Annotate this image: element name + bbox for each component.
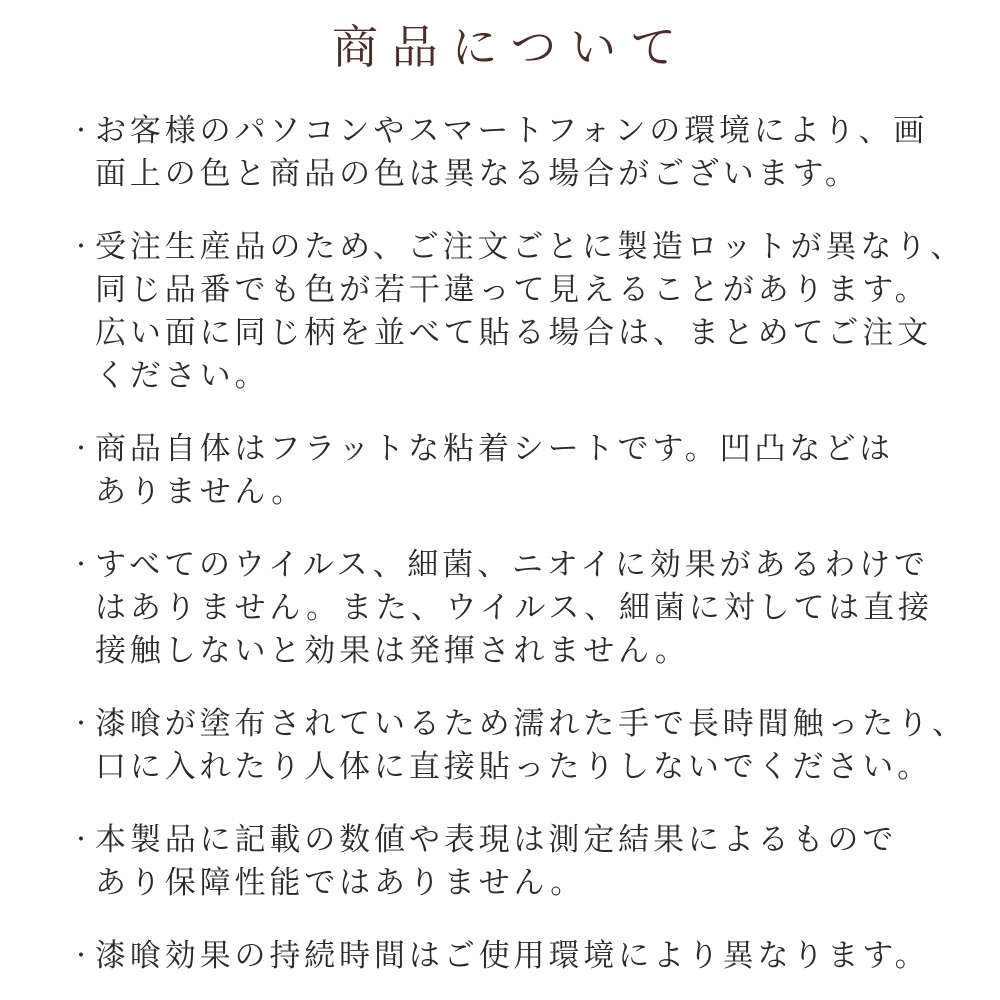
bullet-marker: ・: [70, 436, 93, 462]
note-line: ください。: [95, 358, 270, 394]
note-line: 商品自体はフラットな粘着シートです。凹凸などは: [95, 431, 895, 467]
note-line: 本製品に記載の数値や表現は測定結果によるもので: [95, 822, 898, 858]
note-item: [70, 427, 938, 513]
note-line: 口に入れたり人体に直接貼ったりしないでください。: [95, 749, 932, 785]
bullet-marker: ・: [70, 827, 93, 853]
note-item: [70, 702, 967, 788]
note-line: 受注生産品のため、ご注文ごとに製造ロットが異なり、: [95, 229, 966, 265]
note-line: 同じ品番でも色が若干違って見えることがあります。: [95, 272, 930, 308]
note-line: 漆喰が塗布されているため濡れた手で長時間触ったり、: [95, 706, 967, 742]
note-item: [70, 934, 938, 977]
bullet-marker: ・: [70, 234, 93, 260]
note-line: はありません。また、ウイルス、細菌に対しては直接: [95, 590, 933, 626]
bullet-marker: ・: [70, 552, 93, 578]
note-line: ありません。: [95, 474, 307, 510]
note-line: あり保障性能ではありません。: [95, 865, 586, 901]
note-line: 面上の色と商品の色は異なる場合がございます。: [95, 156, 860, 192]
note-line: お客様のパソコンやスマートフォンの環境により、画: [95, 113, 929, 149]
page-title: 商品について: [331, 21, 690, 73]
note-line: すべてのウイルス、細菌、ニオイに効果があるわけで: [95, 547, 929, 583]
bullet-marker: ・: [70, 943, 93, 969]
note-item: [70, 109, 938, 195]
bullet-marker: ・: [70, 118, 93, 144]
notes-list: [70, 109, 967, 977]
note-item: [70, 818, 938, 904]
note-item: [70, 225, 966, 397]
note-line: 漆喰効果の持続時間はご使用環境により異なります。: [95, 938, 930, 974]
note-line: 接触しないと効果は発揮されません。: [95, 633, 690, 669]
note-line: 広い面に同じ柄を並べて貼る場合は、まとめてご注文: [95, 315, 932, 351]
bullet-marker: ・: [70, 711, 93, 737]
note-item: [70, 543, 938, 672]
